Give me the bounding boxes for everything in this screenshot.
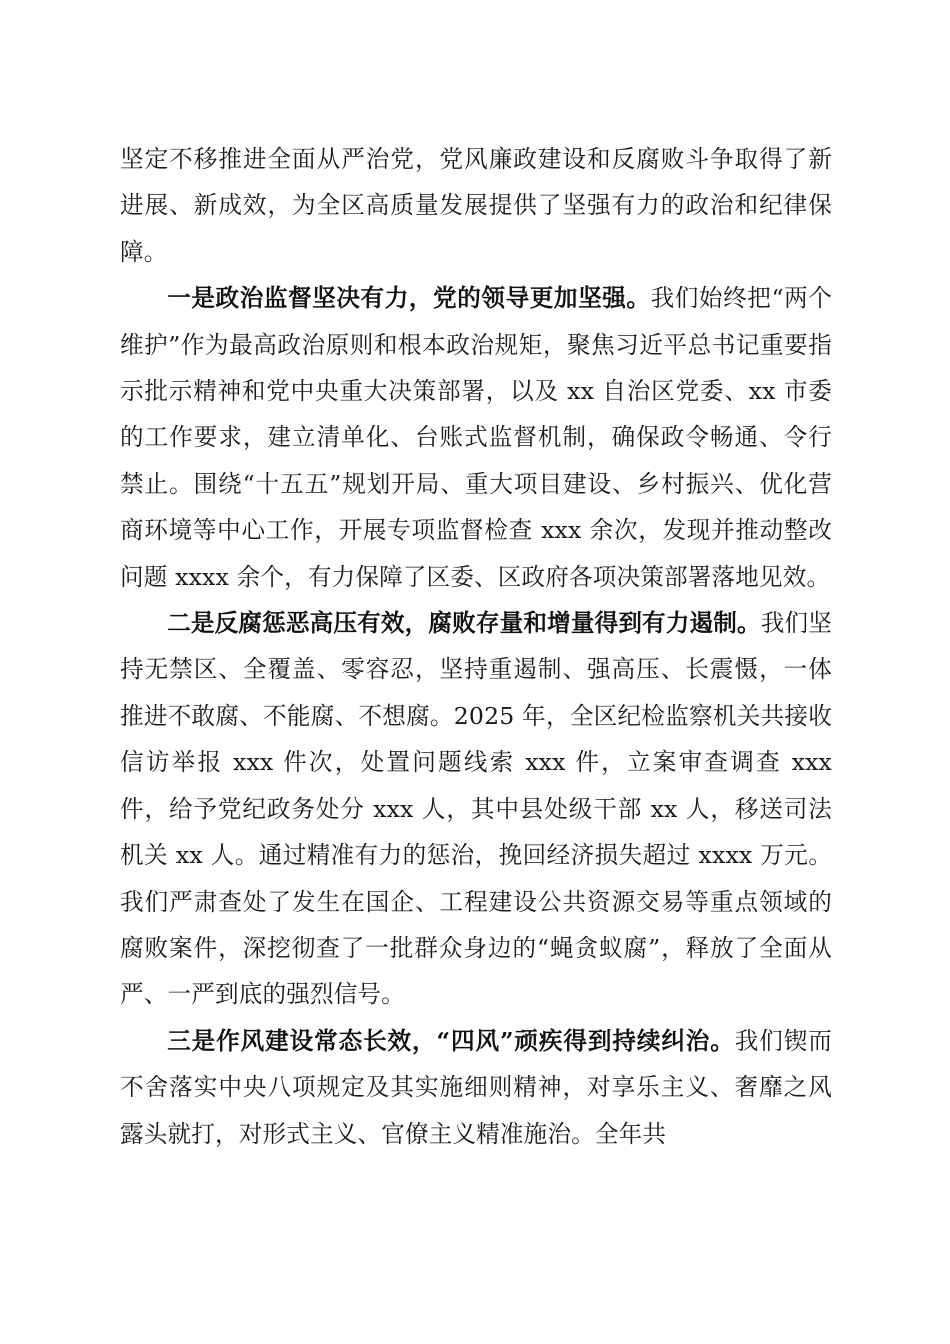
paragraph-intro-continuation — [120, 136, 832, 275]
paragraph-political-supervision — [120, 275, 832, 600]
document-body — [120, 136, 832, 1157]
paragraph-text: 我们始终把“两个维护”作为最高政治原则和根本政治规矩，聚焦习近平总书记重要指示批示精神和党中央重大决策部署，以及 xx 自治区党委、xx 市委的工作要求，建立清单化、台账式监督机制，确保政令畅通、令行禁止。围绕“十五五”规划开局、重大项目建设、乡村振兴、优化营商环境等中心工作，开展专项监督检查 xxx 余次，发现并推动整改问题 xxxx 余个，有力保障了区委、区政府各项决策部署落地见效。 — [120, 284, 832, 591]
paragraph-lead: 三是作风建设常态长效，“四风”顽疾得到持续纠治。 — [167, 1026, 735, 1055]
paragraph-anti-corruption — [120, 600, 832, 1018]
paragraph-lead: 一是政治监督坚决有力，党的领导更加坚强。 — [167, 284, 651, 313]
paragraph-lead: 二是反腐惩恶高压有效，腐败存量和增量得到有力遏制。 — [167, 609, 761, 638]
paragraph-text: 我们坚持无禁区、全覆盖、零容忍，坚持重遏制、强高压、长震慑，一体推进不敢腐、不能腐、不想腐。2025 年，全区纪检监察机关共接收信访举报 xxx 件次，处置问题线索 xxx 件，立案审查调查 xxx 件，给予党纪政务处分 xxx 人，其中县处级干部 xx 人，移送司法机关 xx 人。通过精准有力的惩治，挽回经济损失超过 xxxx 万元。我们严肃查处了发生在国企、工程建设公共资源交易等重点领域的腐败案件，深挖彻查了一批群众身边的“蝇贪蚁腐”，释放了全面从严、一严到底的强烈信号。 — [120, 609, 833, 1009]
paragraph-text: 坚定不移推进全面从严治党，党风廉政建设和反腐败斗争取得了新进展、新成效，为全区高质量发展提供了坚强有力的政治和纪律保障。 — [120, 145, 832, 266]
paragraph-text: 我们锲而不舍落实中央八项规定及其实施细则精神，对享乐主义、奢靡之风露头就打，对形式主义、官僚主义精准施治。全年共 — [120, 1026, 832, 1148]
paragraph-work-style — [120, 1018, 832, 1157]
